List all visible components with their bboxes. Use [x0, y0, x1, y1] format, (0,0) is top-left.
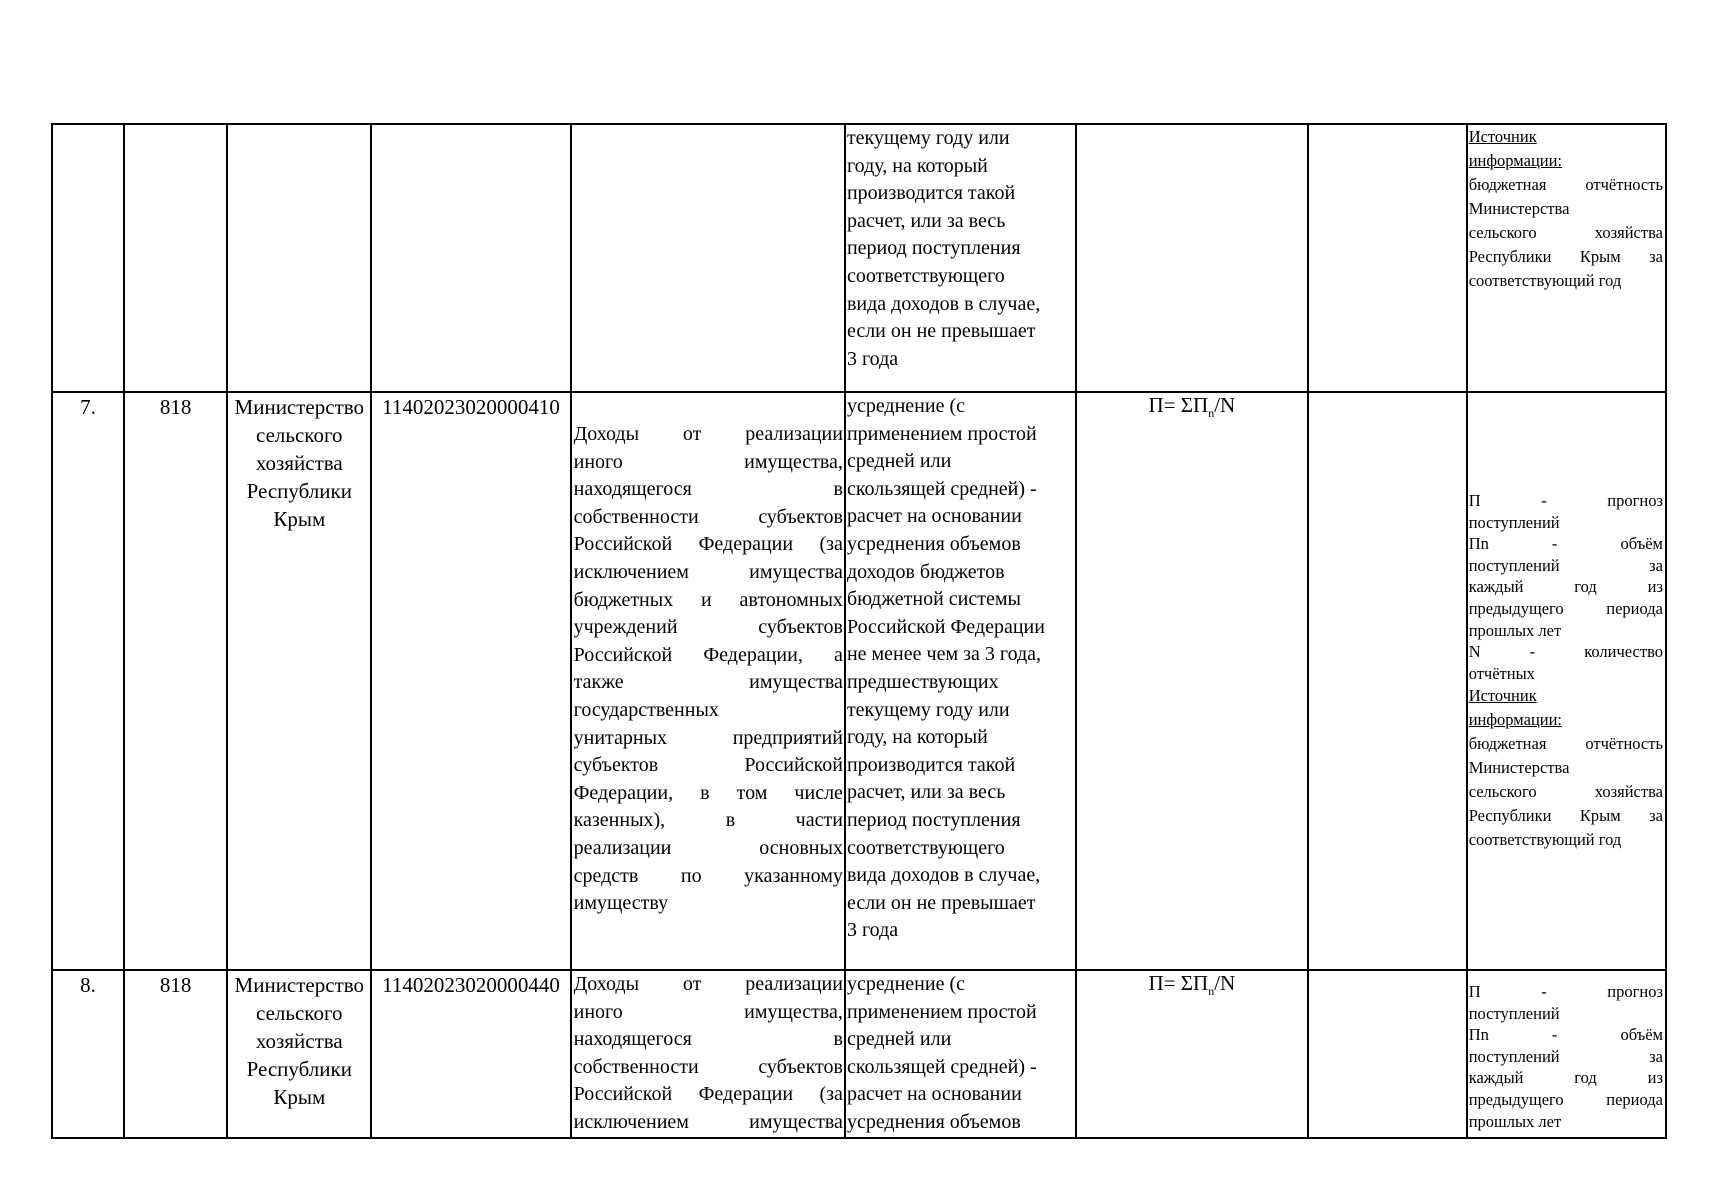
description-line: также имущества: [573, 671, 843, 694]
method-line: Российской Федерации: [846, 615, 1045, 638]
method-line: период поступления: [846, 237, 1021, 260]
kbk-cell: [371, 392, 570, 970]
method-line: производится такой: [846, 753, 1016, 776]
method-line: период поступления: [846, 808, 1021, 831]
legend-line: Пn - объём: [1468, 1025, 1663, 1045]
method-line: производится такой: [846, 182, 1016, 205]
legend-cell: [1467, 124, 1666, 392]
formula-tail: /N: [1214, 971, 1236, 995]
description-line: находящегося в: [573, 1028, 843, 1051]
description-cell: [571, 392, 845, 970]
method-line: году, на который: [846, 154, 988, 177]
legend-line: поступлений за: [1468, 555, 1663, 575]
description-text: [572, 971, 844, 1137]
legend-line: предыдущего периода: [1468, 1089, 1663, 1109]
source-label: информации:: [1468, 151, 1563, 170]
administrator-cell: [227, 392, 371, 970]
formula-subscript: n: [1208, 984, 1215, 999]
method-cell: [845, 970, 1076, 1138]
forecast-formula: [1148, 971, 1236, 999]
method-line: соответствующего: [846, 264, 1005, 287]
legend-text: [1468, 490, 1665, 684]
description-text: [572, 421, 844, 918]
description-line: государственных: [573, 698, 719, 721]
source-line: бюджетная отчётность: [1468, 175, 1663, 194]
administrator-line: Крым: [273, 507, 326, 531]
formula-subscript: n: [1208, 406, 1215, 421]
formula-cell: [1076, 124, 1307, 392]
description-line: исключением имущества: [573, 1110, 843, 1133]
description-line: имуществу: [573, 892, 669, 915]
legend-line: П - прогноз: [1468, 491, 1663, 510]
legend-line: Пn - объём: [1468, 534, 1663, 554]
row-number-cell: [52, 392, 124, 970]
method-line: 3 года: [846, 919, 899, 942]
description-cell: [571, 124, 845, 392]
description-line: исключением имущества: [573, 560, 843, 583]
description-line: собственности субъектов: [573, 505, 843, 528]
row-number: 7.: [80, 395, 96, 419]
description-cell: [571, 970, 845, 1138]
description-line: средств по указанному: [573, 864, 843, 887]
legend-line: прошлых лет: [1468, 1111, 1562, 1131]
source-label: Источник: [1468, 686, 1537, 706]
legend-line: N - количество: [1468, 642, 1663, 662]
method-line: текущему году или: [846, 127, 1010, 149]
administrator-line: сельского: [256, 423, 343, 447]
source-label: информации:: [1468, 710, 1563, 730]
administrator-name: [228, 393, 370, 533]
description-line: бюджетных и автономных: [573, 588, 843, 611]
administrator-line: Министерство: [234, 395, 365, 419]
method-line: если он не превышает: [846, 320, 1036, 343]
source-line: Республики Крым за: [1468, 806, 1663, 826]
source-text: [1468, 125, 1665, 293]
description-line: иного имущества,: [573, 1000, 843, 1023]
method-line: 3 года: [846, 347, 899, 370]
method-line: году, на который: [846, 726, 988, 749]
method-cell: [845, 392, 1076, 970]
method-line: текущему году или: [846, 698, 1010, 721]
formula-cell: [1076, 392, 1307, 970]
description-line: Российской Федерации (за: [573, 533, 843, 556]
table-row: [52, 124, 1666, 392]
source-line: сельского хозяйства: [1468, 782, 1663, 802]
description-line: учреждений субъектов: [573, 616, 843, 639]
description-line: находящегося в: [573, 478, 843, 501]
description-line: собственности субъектов: [573, 1055, 843, 1078]
description-line: реализации основных: [573, 836, 843, 859]
source-line: Министерства: [1468, 758, 1570, 778]
row-number-cell: [52, 970, 124, 1138]
method-line: усреднения объемов: [846, 1110, 1021, 1133]
method-line: вида доходов в случае,: [846, 292, 1041, 315]
description-line: казенных), в части: [573, 809, 843, 832]
admin-code-cell: [124, 970, 227, 1138]
kbk-code: 11402023020000410: [382, 395, 560, 419]
legend-line: поступлений: [1468, 1003, 1560, 1023]
legend-line: каждый год из: [1468, 577, 1663, 597]
method-line: применением простой: [846, 1000, 1037, 1023]
description-line: Российской Федерации, а: [573, 643, 843, 666]
method-line: если он не превышает: [846, 891, 1036, 914]
empty-cell: [1308, 392, 1467, 970]
method-line: скользящей средней) -: [846, 477, 1037, 500]
formula-tail: /N: [1214, 393, 1236, 417]
method-line: соответствующего: [846, 836, 1005, 859]
description-line: иного имущества,: [573, 450, 843, 473]
kbk-code: 11402023020000440: [382, 973, 560, 997]
method-cell: [845, 124, 1076, 392]
method-line: расчет, или за весь: [846, 209, 1006, 232]
administrator-line: сельского: [256, 1001, 343, 1025]
admin-code: 818: [159, 973, 192, 997]
method-line: доходов бюджетов: [846, 560, 1005, 583]
administrator-line: Республики: [246, 1057, 352, 1081]
method-line: средней или: [846, 1028, 952, 1051]
administrator-line: Крым: [273, 1085, 326, 1109]
description-line: Доходы от реализации: [573, 973, 843, 995]
description-line: Федерации, в том числе: [573, 781, 843, 804]
administrator-line: Министерство: [234, 973, 365, 997]
method-line: скользящей средней) -: [846, 1055, 1037, 1078]
legend-line: П - прогноз: [1468, 982, 1663, 1001]
method-line: расчет на основании: [846, 505, 1022, 528]
source-line: соответствующий год: [1468, 271, 1622, 290]
source-line: соответствующий год: [1468, 830, 1622, 850]
method-line: не менее чем за 3 года,: [846, 643, 1042, 666]
method-line: усреднения объемов: [846, 532, 1021, 555]
method-line: применением простой: [846, 422, 1037, 445]
method-text: [846, 971, 1075, 1137]
administrator-line: Республики: [246, 479, 352, 503]
forecast-formula: [1148, 393, 1236, 421]
legend-line: предыдущего периода: [1468, 598, 1663, 618]
method-line: вида доходов в случае,: [846, 864, 1041, 887]
description-line: унитарных предприятий: [573, 726, 843, 749]
legend-line: отчётных: [1468, 663, 1535, 683]
admin-code-cell: [124, 392, 227, 970]
method-line: предшествующих: [846, 670, 999, 693]
legend-cell: [1467, 392, 1666, 970]
administrator-cell: [227, 970, 371, 1138]
method-line: усреднение (с: [846, 973, 966, 995]
kbk-cell: [371, 970, 570, 1138]
method-line: усреднение (с: [846, 395, 966, 417]
source-line: бюджетная отчётность: [1468, 734, 1663, 754]
table-row: [52, 970, 1666, 1138]
administrator-line: хозяйства: [255, 451, 343, 475]
formula-cell: [1076, 970, 1307, 1138]
administrator-line: хозяйства: [255, 1029, 343, 1053]
row-number: 8.: [80, 973, 96, 997]
row-number-cell: [52, 124, 124, 392]
empty-cell: [1308, 124, 1467, 392]
legend-line: каждый год из: [1468, 1068, 1663, 1088]
legend-line: прошлых лет: [1468, 620, 1562, 640]
table-row: [52, 392, 1666, 970]
empty-cell: [1308, 970, 1467, 1138]
description-line: Российской Федерации (за: [573, 1083, 843, 1106]
admin-code-cell: [124, 124, 227, 392]
legend-line: поступлений: [1468, 512, 1560, 532]
source-line: сельского хозяйства: [1468, 223, 1663, 242]
kbk-cell: [371, 124, 570, 392]
source-line: Министерства: [1468, 199, 1570, 218]
legend-line: поступлений за: [1468, 1046, 1663, 1066]
description-line: субъектов Российской: [573, 754, 843, 777]
formula-main: П= ΣП: [1148, 393, 1209, 417]
method-line: расчет, или за весь: [846, 781, 1006, 804]
legend-cell: [1467, 970, 1666, 1138]
source-line: Республики Крым за: [1468, 247, 1663, 266]
method-text: [846, 125, 1075, 373]
administrator-cell: [227, 124, 371, 392]
method-line: бюджетной системы: [846, 588, 1021, 611]
legend-text: [1468, 981, 1665, 1132]
formula-main: П= ΣП: [1148, 971, 1209, 995]
admin-code: 818: [159, 395, 192, 419]
method-line: средней или: [846, 450, 952, 473]
method-text: [846, 393, 1075, 945]
revenue-forecast-table: [51, 123, 1667, 1139]
method-line: расчет на основании: [846, 1083, 1022, 1106]
source-text: [1468, 684, 1665, 852]
description-line: Доходы от реализации: [573, 423, 843, 445]
administrator-name: [228, 971, 370, 1111]
source-label: Источник: [1468, 127, 1537, 146]
